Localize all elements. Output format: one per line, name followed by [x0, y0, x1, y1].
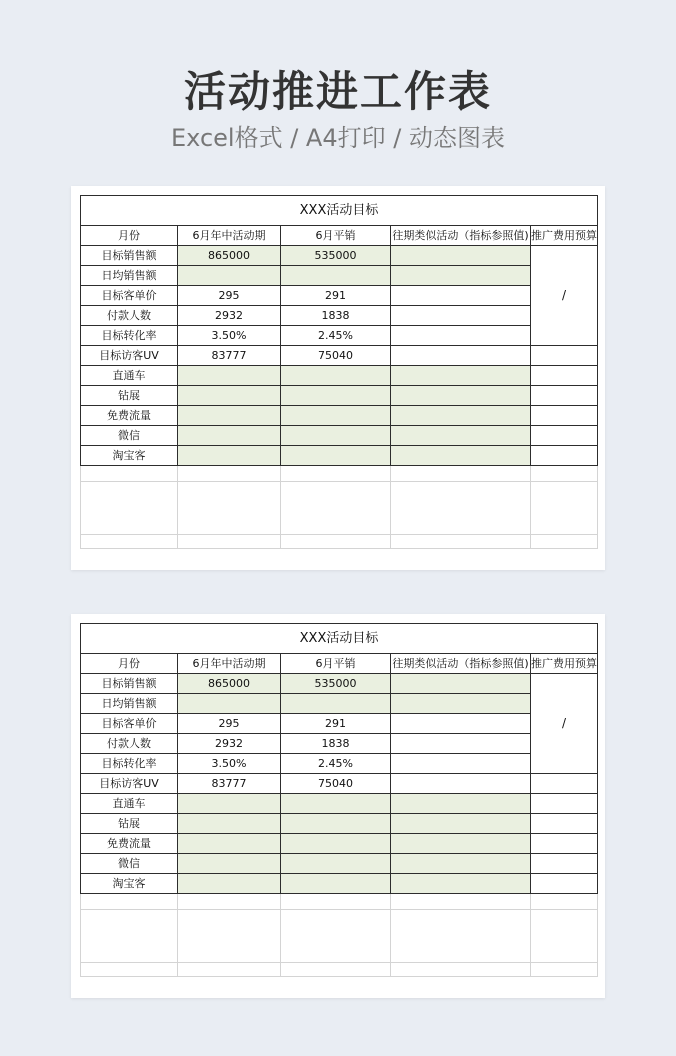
table-cell[interactable] [391, 446, 531, 466]
table-cell[interactable] [391, 346, 531, 366]
empty-cell[interactable] [81, 963, 178, 977]
table-row [81, 366, 598, 386]
table-cell[interactable] [391, 366, 531, 386]
empty-cell[interactable] [81, 894, 178, 910]
empty-cell[interactable] [531, 482, 598, 535]
page-subtitle: Excel格式 / A4打印 / 动态图表 [171, 124, 505, 152]
table-row [81, 834, 598, 854]
table-title: XXX活动目标 [81, 624, 598, 654]
table-cell[interactable] [391, 266, 531, 286]
table-cell[interactable] [391, 674, 531, 694]
table-cell[interactable] [391, 874, 531, 894]
title-row [81, 624, 598, 654]
table-cell[interactable] [531, 774, 598, 794]
row-label-cell[interactable]: 付款人数 [81, 734, 178, 754]
row-label-cell[interactable]: 钻展 [81, 814, 178, 834]
table-cell[interactable] [391, 406, 531, 426]
table-row [81, 754, 598, 774]
table-cell[interactable] [391, 246, 531, 266]
row-label-cell[interactable]: 免费流量 [81, 834, 178, 854]
column-header[interactable]: 6月平销 [281, 654, 391, 674]
empty-row [81, 894, 598, 910]
title-row [81, 196, 598, 226]
empty-cell[interactable] [391, 894, 531, 910]
row-label-cell[interactable]: 目标销售额 [81, 246, 178, 266]
empty-row [81, 535, 598, 549]
table-row [81, 386, 598, 406]
table-cell[interactable] [281, 366, 391, 386]
empty-cell[interactable] [391, 535, 531, 549]
table-cell[interactable] [531, 366, 598, 386]
empty-cell[interactable] [81, 910, 178, 963]
row-label-cell[interactable]: 直通车 [81, 366, 178, 386]
table-cell[interactable] [178, 266, 281, 286]
table-row [81, 814, 598, 834]
row-label-cell[interactable]: 直通车 [81, 794, 178, 814]
empty-cell[interactable] [281, 910, 391, 963]
empty-cell[interactable] [178, 910, 281, 963]
table-cell[interactable] [531, 814, 598, 834]
table-cell[interactable] [391, 286, 531, 306]
table-cell[interactable] [531, 426, 598, 446]
table-cell[interactable]: 295 [178, 286, 281, 306]
empty-cell[interactable] [281, 963, 391, 977]
table-cell[interactable] [391, 794, 531, 814]
table-row [81, 306, 598, 326]
header-row [81, 654, 598, 674]
column-header[interactable]: 6月平销 [281, 226, 391, 246]
sheet-preview-1 [71, 186, 605, 570]
row-label-cell[interactable]: 目标转化率 [81, 326, 178, 346]
row-label-cell[interactable]: 目标转化率 [81, 754, 178, 774]
table-cell[interactable] [391, 814, 531, 834]
empty-cell[interactable] [391, 963, 531, 977]
sheet-preview-2 [71, 614, 605, 998]
row-label-cell[interactable]: 日均销售额 [81, 694, 178, 714]
empty-cell[interactable] [531, 894, 598, 910]
empty-cell[interactable] [531, 466, 598, 482]
empty-cell[interactable] [281, 466, 391, 482]
table-cell[interactable]: 535000 [281, 674, 391, 694]
table-cell[interactable] [281, 266, 391, 286]
row-label-cell[interactable]: 目标销售额 [81, 674, 178, 694]
table-cell[interactable] [531, 794, 598, 814]
table-cell[interactable]: 3.50% [178, 754, 281, 774]
table-row [81, 326, 598, 346]
table-cell[interactable] [391, 694, 531, 714]
table-cell[interactable]: 75040 [281, 346, 391, 366]
empty-cell[interactable] [531, 963, 598, 977]
table-cell[interactable] [178, 366, 281, 386]
column-header[interactable]: 往期类似活动（指标参照值) [391, 226, 531, 246]
activity-target-table [80, 623, 598, 977]
table-cell[interactable] [391, 426, 531, 446]
table-row [81, 266, 598, 286]
table-cell[interactable]: 2.45% [281, 754, 391, 774]
empty-cell[interactable] [81, 466, 178, 482]
column-header[interactable]: 推广费用预算 [531, 654, 598, 674]
table-cell[interactable] [391, 854, 531, 874]
empty-cell[interactable] [178, 894, 281, 910]
table-cell[interactable] [281, 446, 391, 466]
table-cell[interactable] [281, 874, 391, 894]
empty-cell[interactable] [531, 910, 598, 963]
table-cell[interactable] [178, 814, 281, 834]
table-row [81, 734, 598, 754]
empty-row [81, 963, 598, 977]
table-cell[interactable] [281, 406, 391, 426]
column-header[interactable]: 月份 [81, 226, 178, 246]
table-row [81, 246, 598, 266]
table-row [81, 774, 598, 794]
table-cell[interactable]: 291 [281, 714, 391, 734]
row-label-cell[interactable]: 微信 [81, 854, 178, 874]
table-cell[interactable] [281, 834, 391, 854]
row-label-cell[interactable]: 淘宝客 [81, 874, 178, 894]
column-header[interactable]: 往期类似活动（指标参照值) [391, 654, 531, 674]
table-cell[interactable]: 295 [178, 714, 281, 734]
table-cell[interactable] [531, 834, 598, 854]
table-cell[interactable] [281, 386, 391, 406]
row-label-cell[interactable]: 目标客单价 [81, 714, 178, 734]
empty-cell[interactable] [178, 466, 281, 482]
table-cell[interactable]: 291 [281, 286, 391, 306]
table-row [81, 674, 598, 694]
table-row [81, 406, 598, 426]
table-cell[interactable] [391, 774, 531, 794]
table-row [81, 286, 598, 306]
table-row [81, 794, 598, 814]
table-title: XXX活动目标 [81, 196, 598, 226]
table-cell[interactable] [391, 326, 531, 346]
table-cell[interactable] [531, 386, 598, 406]
table-cell[interactable]: 83777 [178, 346, 281, 366]
table-cell[interactable]: 865000 [178, 246, 281, 266]
table-cell[interactable] [391, 714, 531, 734]
table-cell[interactable] [391, 386, 531, 406]
table-cell[interactable]: 1838 [281, 734, 391, 754]
table-row [81, 426, 598, 446]
table-cell[interactable]: 2932 [178, 306, 281, 326]
table-cell[interactable] [531, 346, 598, 366]
table-cell[interactable] [281, 854, 391, 874]
table-cell[interactable] [391, 306, 531, 326]
table-cell[interactable] [531, 406, 598, 426]
row-label-cell[interactable]: 目标客单价 [81, 286, 178, 306]
table-cell[interactable] [391, 834, 531, 854]
table-cell[interactable]: 75040 [281, 774, 391, 794]
table-cell[interactable] [178, 426, 281, 446]
header-row [81, 226, 598, 246]
table-cell[interactable]: 2.45% [281, 326, 391, 346]
budget-cell[interactable]: / [531, 674, 598, 774]
table-cell[interactable] [531, 854, 598, 874]
empty-cell[interactable] [391, 910, 531, 963]
row-label-cell[interactable]: 日均销售额 [81, 266, 178, 286]
table-row [81, 346, 598, 366]
table-cell[interactable] [391, 754, 531, 774]
table-cell[interactable]: 83777 [178, 774, 281, 794]
table-cell[interactable] [281, 694, 391, 714]
empty-cell[interactable] [391, 482, 531, 535]
table-cell[interactable] [178, 794, 281, 814]
table-cell[interactable]: 3.50% [178, 326, 281, 346]
budget-cell[interactable]: / [531, 246, 598, 346]
empty-row [81, 482, 598, 535]
row-label-cell[interactable]: 免费流量 [81, 406, 178, 426]
table-row [81, 714, 598, 734]
row-label-cell[interactable]: 目标访客UV [81, 774, 178, 794]
empty-cell[interactable] [281, 535, 391, 549]
table-cell[interactable] [391, 734, 531, 754]
row-label-cell[interactable]: 目标访客UV [81, 346, 178, 366]
empty-cell[interactable] [178, 963, 281, 977]
empty-row [81, 910, 598, 963]
table-cell[interactable] [178, 446, 281, 466]
column-header[interactable]: 6月年中活动期 [178, 654, 281, 674]
empty-cell[interactable] [391, 466, 531, 482]
row-label-cell[interactable]: 微信 [81, 426, 178, 446]
table-cell[interactable] [178, 854, 281, 874]
row-label-cell[interactable]: 淘宝客 [81, 446, 178, 466]
table-row [81, 874, 598, 894]
table-cell[interactable] [281, 794, 391, 814]
empty-cell[interactable] [178, 482, 281, 535]
table-cell[interactable] [178, 386, 281, 406]
table-row [81, 694, 598, 714]
empty-cell[interactable] [281, 482, 391, 535]
table-cell[interactable] [281, 814, 391, 834]
table-cell[interactable] [178, 834, 281, 854]
table-cell[interactable] [178, 874, 281, 894]
table-cell[interactable]: 1838 [281, 306, 391, 326]
page-title: 活动推进工作表 [183, 67, 492, 116]
row-label-cell[interactable]: 钻展 [81, 386, 178, 406]
table-cell[interactable]: 2932 [178, 734, 281, 754]
table-cell[interactable]: 865000 [178, 674, 281, 694]
empty-cell[interactable] [81, 535, 178, 549]
table-cell[interactable] [178, 406, 281, 426]
empty-row [81, 466, 598, 482]
table-row [81, 854, 598, 874]
empty-cell[interactable] [81, 482, 178, 535]
empty-cell[interactable] [531, 535, 598, 549]
table-cell[interactable] [531, 446, 598, 466]
column-header[interactable]: 月份 [81, 654, 178, 674]
table-row [81, 446, 598, 466]
column-header[interactable]: 推广费用预算 [531, 226, 598, 246]
empty-cell[interactable] [281, 894, 391, 910]
table-cell[interactable] [531, 874, 598, 894]
column-header[interactable]: 6月年中活动期 [178, 226, 281, 246]
row-label-cell[interactable]: 付款人数 [81, 306, 178, 326]
table-cell[interactable] [281, 426, 391, 446]
empty-cell[interactable] [178, 535, 281, 549]
activity-target-table [80, 195, 598, 549]
table-cell[interactable] [178, 694, 281, 714]
table-cell[interactable]: 535000 [281, 246, 391, 266]
